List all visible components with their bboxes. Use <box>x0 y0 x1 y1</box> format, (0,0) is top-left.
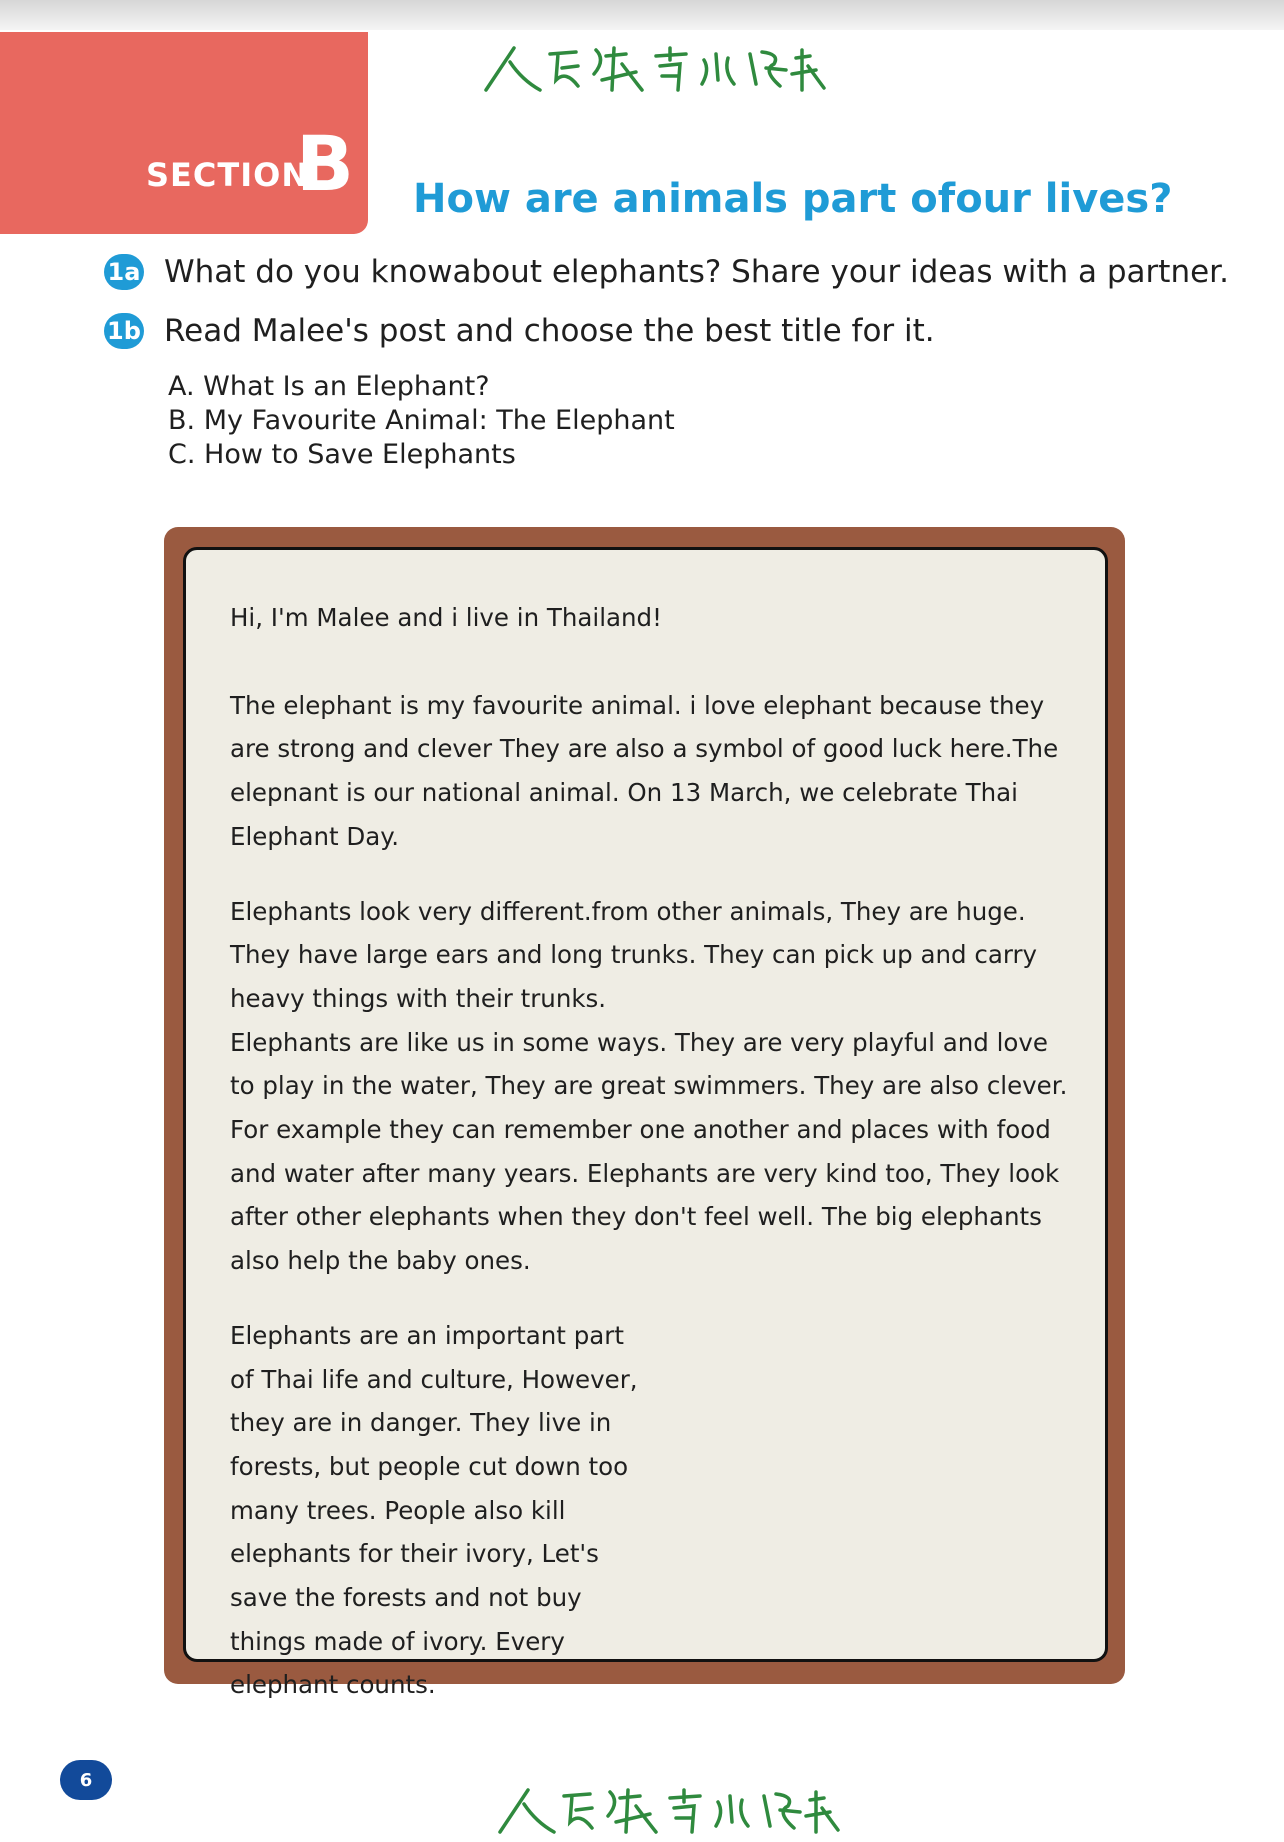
post-paragraph: Elephants are like us in some ways. They are very playful and love to play in the water, They are great swimmers. They are also clever. For example they can remember one another and places with food and water after many years. Elephants are very kind too, They look after other elephants when they don't feel well. The big elephants also help the baby ones. <box>230 1027 1068 1276</box>
task-instruction: What do you knowabout elephants? Share your ideas with a partner. <box>164 254 1229 290</box>
task-1a <box>104 252 1229 292</box>
post-greeting: Hi, I'm Malee and i live in Thailand! <box>230 603 662 632</box>
task-badge: 1b <box>104 313 144 349</box>
task-1b <box>104 311 935 351</box>
section-label: SECTION <box>146 156 310 194</box>
option-b: B. My Favourite Animal: The Elephant <box>168 405 675 436</box>
title-options <box>168 370 675 472</box>
option-c: C. How to Save Elephants <box>168 439 516 470</box>
post-paragraph: The elephant is my favourite animal. i love elephant because they are strong and clever They are also a symbol of good luck here.The elepnant is our national animal. On 13 March, we celebrate Thai Elephant Day. <box>230 690 1059 851</box>
post-card <box>183 547 1108 1700</box>
post-frame <box>164 527 1125 1700</box>
post-paragraph: Elephants are an important part of Thai life and culture, However, they are in danger. They live in forests, but people cut down too many trees. People also kill elephants for their ivory, Let's save the forests and not buy things made of ivory. Every elephant counts. <box>230 1320 638 1700</box>
page-title: How are animals part ofour lives? <box>413 176 1173 222</box>
page-number-badge: 6 <box>60 1760 112 1800</box>
top-edge-shadow <box>0 0 1284 30</box>
option-a: A. What Is an Elephant? <box>168 371 490 402</box>
post-body <box>230 596 1070 1707</box>
task-instruction: Read Malee's post and choose the best title for it. <box>164 313 935 349</box>
post-paragraph: Elephants look very different.from other animals, They are huge. They have large ears and long trunks. They can pick up and carry heavy things with their trunks. <box>230 896 1038 1013</box>
task-badge: 1a <box>104 254 144 290</box>
publisher-logo-top <box>466 40 826 100</box>
publisher-logo-bottom <box>480 1782 840 1842</box>
calligraphy-logo-icon <box>466 40 826 100</box>
calligraphy-logo-icon <box>480 1782 840 1842</box>
section-letter: B <box>296 119 354 208</box>
